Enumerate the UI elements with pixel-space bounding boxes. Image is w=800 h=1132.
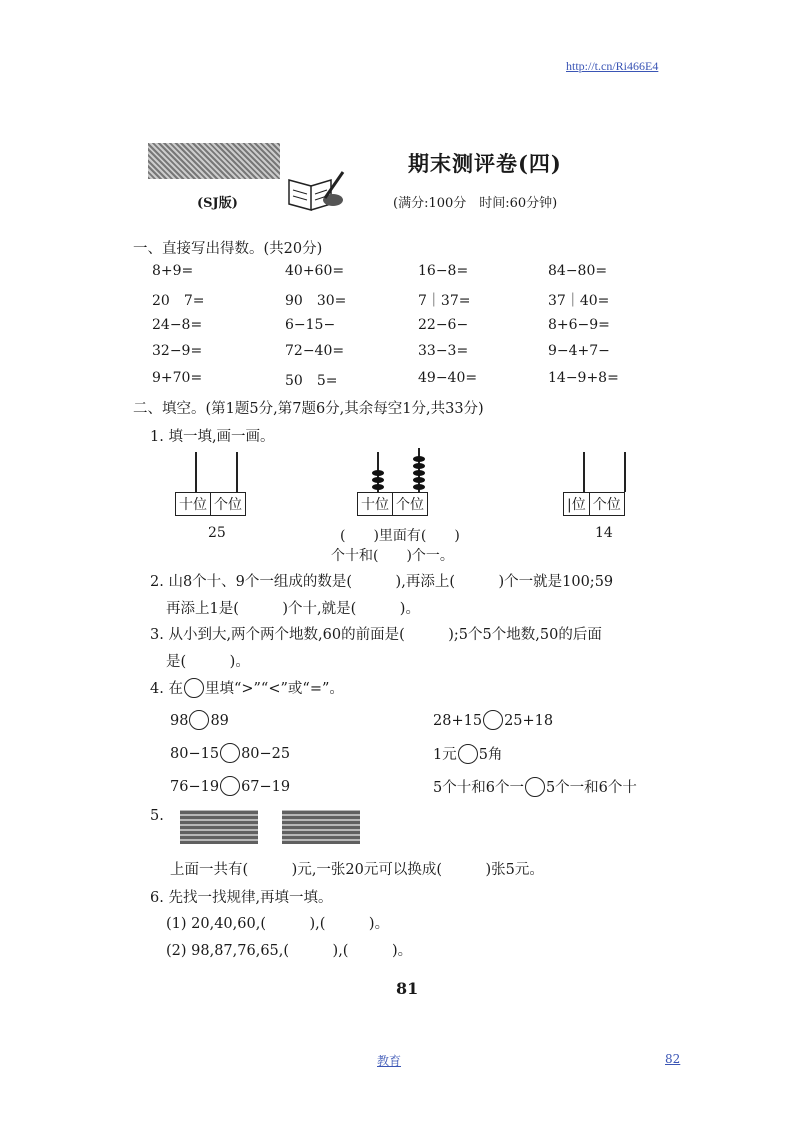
question-4	[150, 677, 344, 698]
calc-item: 16−8=	[418, 263, 469, 279]
compare-circle[interactable]	[525, 777, 545, 797]
compare-left: 98	[170, 713, 189, 729]
abacus-rod	[195, 452, 197, 492]
footer-page-number[interactable]: 82	[665, 1052, 681, 1066]
footer-link-education[interactable]: 教育	[377, 1054, 402, 1068]
abacus-question-line1: ( )里面有( )	[340, 528, 460, 544]
compare-left: 5个十和6个一	[433, 780, 524, 796]
calc-item: 8+6−9=	[548, 317, 610, 333]
place-value-box	[357, 492, 428, 516]
tens-label: 十位	[361, 497, 389, 513]
compare-left: 1元	[433, 747, 457, 763]
calc-item: 33−3=	[418, 343, 469, 359]
calc-item: 6−15−	[285, 317, 336, 333]
abacus-question-line2: 个十和( )个一。	[331, 548, 454, 564]
page-number: 81	[396, 979, 419, 998]
place-value-box	[175, 492, 246, 516]
calc-item: 90 30=	[285, 293, 347, 309]
calc-item: 84−80=	[548, 263, 608, 279]
circle-icon	[184, 678, 204, 698]
abacus-number: 14	[595, 525, 613, 541]
calc-item: 50 5=	[285, 373, 338, 389]
banknote-image	[282, 810, 360, 844]
tens-label: |位	[567, 497, 586, 513]
question-6-part1: (1) 20,40,60,( ),( )。	[166, 916, 390, 932]
header-banner-pattern	[148, 143, 280, 179]
edition-label: (SJ版)	[197, 196, 238, 211]
question-4-prefix: 4. 在	[150, 681, 183, 697]
abacus-bead	[372, 477, 384, 483]
abacus-bead	[413, 463, 425, 469]
question-1: 1. 填一填,画一画。	[150, 429, 275, 445]
compare-circle[interactable]	[483, 710, 503, 730]
abacus-bead	[413, 484, 425, 490]
calc-item: 72−40=	[285, 343, 345, 359]
calc-item: 40+60=	[285, 263, 345, 279]
abacus-rod	[583, 452, 585, 492]
calc-item: 7｜37=	[418, 293, 471, 309]
question-6: 6. 先找一找规律,再填一填。	[150, 890, 333, 906]
calc-item: 9−4+7−	[548, 343, 610, 359]
calc-item: 37｜40=	[548, 293, 610, 309]
calc-item: 14−9+8=	[548, 370, 619, 386]
question-5-number: 5.	[150, 808, 164, 824]
compare-item	[433, 710, 553, 730]
section1-heading: 一、直接写出得数。(共20分)	[133, 241, 323, 257]
abacus-number: 25	[208, 525, 226, 541]
compare-circle[interactable]	[458, 744, 478, 764]
ones-label: 个位	[392, 493, 427, 515]
abacus-bead	[413, 456, 425, 462]
compare-right: 67−19	[241, 779, 291, 795]
question-2-line1: 2. 山8个十、9个一组成的数是( ),再添上( )个一就是100;59	[150, 574, 614, 590]
abacus-bead	[413, 470, 425, 476]
compare-right: 25+18	[504, 713, 554, 729]
calc-item: 8+9=	[152, 263, 194, 279]
compare-left: 80−15	[170, 746, 220, 762]
page-title: 期末测评卷(四)	[408, 151, 562, 176]
calc-item: 49−40=	[418, 370, 478, 386]
calc-item: 24−8=	[152, 317, 203, 333]
compare-item	[170, 710, 229, 730]
question-4-suffix: 里填“>”“<”或“=”。	[204, 681, 344, 697]
compare-right: 5角	[478, 747, 503, 763]
tens-label: 十位	[179, 497, 207, 513]
compare-circle[interactable]	[220, 776, 240, 796]
calc-item: 20 7=	[152, 293, 205, 309]
calc-item: 32−9=	[152, 343, 203, 359]
abacus-bead	[413, 477, 425, 483]
compare-left: 76−19	[170, 779, 220, 795]
compare-right: 89	[210, 713, 229, 729]
abacus-bead	[372, 484, 384, 490]
calc-item: 22−6−	[418, 317, 469, 333]
question-2-line2: 再添上1是( )个十,就是( )。	[166, 601, 420, 617]
question-3-line1: 3. 从小到大,两个两个地数,60的前面是( );5个5个地数,50的后面	[150, 627, 602, 643]
abacus-rod	[624, 452, 626, 492]
compare-circle[interactable]	[189, 710, 209, 730]
compare-item	[170, 743, 290, 763]
score-time-info: (满分:100分 时间:60分钟)	[393, 196, 558, 211]
book-and-pen-icon	[285, 168, 345, 212]
section2-heading: 二、填空。(第1题5分,第7题6分,其余每空1分,共33分)	[133, 401, 484, 417]
compare-right: 5个一和6个十	[545, 780, 637, 796]
compare-circle[interactable]	[220, 743, 240, 763]
ones-label: 个位	[589, 493, 624, 515]
source-url[interactable]: http://t.cn/Ri466E4	[566, 59, 659, 73]
compare-item	[433, 776, 637, 797]
calc-item: 9+70=	[152, 370, 203, 386]
place-value-box	[563, 492, 625, 516]
banknote-image	[180, 810, 258, 844]
compare-right: 80−25	[241, 746, 291, 762]
compare-item	[433, 743, 502, 764]
compare-item	[170, 776, 290, 796]
abacus-bead	[372, 470, 384, 476]
ones-label: 个位	[210, 493, 245, 515]
abacus-rod	[236, 452, 238, 492]
question-6-part2: (2) 98,87,76,65,( ),( )。	[166, 943, 413, 959]
compare-left: 28+15	[433, 713, 483, 729]
question-5: 上面一共有( )元,一张20元可以换成( )张5元。	[170, 862, 544, 878]
question-3-line2: 是( )。	[166, 654, 250, 670]
